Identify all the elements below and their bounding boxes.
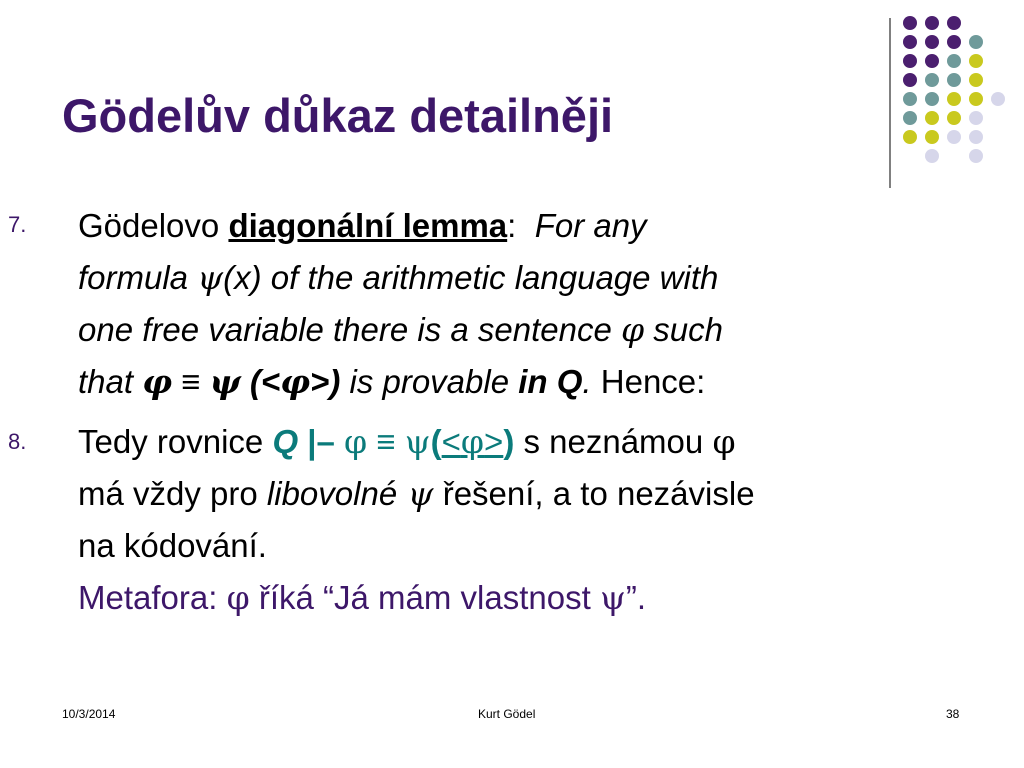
footer-title: Kurt Gödel xyxy=(478,707,536,721)
diagonal-lemma-term: diagonální lemma xyxy=(228,207,508,244)
text-span: říká “Já mám vlastnost xyxy=(249,579,600,616)
decorative-dot xyxy=(969,54,983,68)
item-7-line-1 xyxy=(78,206,647,246)
item-8-line-4-metaphor xyxy=(78,578,646,618)
text-span: Hence: xyxy=(591,363,706,400)
psi-symbol: ψ xyxy=(599,578,626,617)
text-span: na kódování. xyxy=(78,527,267,564)
decorative-dot xyxy=(969,149,983,163)
decorative-dot xyxy=(903,111,917,125)
turnstile-symbol: |– xyxy=(298,423,345,460)
slide-title: Gödelův důkaz detailněji xyxy=(62,89,614,142)
decorative-dot xyxy=(947,16,961,30)
phi-symbol: φ xyxy=(621,310,645,349)
decorative-dot xyxy=(925,16,939,30)
text-span: ”. xyxy=(625,579,647,616)
text-span: ) xyxy=(503,423,515,460)
text-span: in Q xyxy=(518,363,583,400)
code-close: > xyxy=(484,423,504,460)
footer-date: 10/3/2014 xyxy=(62,707,116,721)
item-8-line-2 xyxy=(78,474,755,514)
text-span: má vždy pro xyxy=(78,475,267,512)
decorative-dot xyxy=(903,92,917,106)
text-span: libovolné xyxy=(266,475,398,512)
psi-symbol: ψ xyxy=(197,258,224,297)
decorative-dot xyxy=(969,73,983,87)
text-span: (< xyxy=(240,363,281,400)
text-span: formula xyxy=(78,259,198,296)
text-span: (x) of the arithmetic language with xyxy=(223,259,719,296)
footer-page-number: 38 xyxy=(946,707,960,721)
decorative-dot xyxy=(903,73,917,87)
phi-symbol: φ xyxy=(142,362,173,401)
text-span: Gödelovo xyxy=(78,207,229,244)
decorative-dot xyxy=(969,130,983,144)
list-number: 7. xyxy=(8,212,27,237)
equiv-symbol: ≡ xyxy=(367,423,405,460)
decorative-dot xyxy=(969,92,983,106)
decorative-dot xyxy=(925,35,939,49)
text-span: . xyxy=(582,363,592,400)
decorative-dot xyxy=(903,16,917,30)
text-span: is provable xyxy=(340,363,519,400)
decorative-dot xyxy=(925,149,939,163)
text-span: řešení, a to nezávisle xyxy=(433,475,755,512)
decorative-dot xyxy=(903,130,917,144)
decorative-dot xyxy=(969,35,983,49)
phi-symbol: φ xyxy=(712,422,736,461)
item-7-line-3 xyxy=(78,310,723,350)
item-8-line-1 xyxy=(78,422,736,462)
item-7-line-2 xyxy=(78,258,718,298)
decorative-dot xyxy=(947,35,961,49)
text-span: s neznámou xyxy=(514,423,713,460)
decorative-dot xyxy=(947,111,961,125)
decorative-dot xyxy=(947,130,961,144)
text-span: >) xyxy=(310,363,341,400)
decorative-dot xyxy=(903,54,917,68)
decorative-dot xyxy=(969,111,983,125)
psi-symbol: ψ xyxy=(209,362,241,401)
vertical-divider xyxy=(889,18,891,188)
phi-symbol: φ xyxy=(280,362,311,401)
q-symbol: Q xyxy=(272,423,299,460)
phi-symbol: φ xyxy=(460,422,485,461)
psi-symbol: ψ xyxy=(397,474,434,513)
decorative-dot xyxy=(947,92,961,106)
item-7-line-4 xyxy=(78,362,705,402)
text-span: : xyxy=(507,207,517,244)
equiv-symbol: ≡ xyxy=(172,363,210,400)
text-span: Tedy rovnice xyxy=(78,423,273,460)
decorative-dot xyxy=(947,73,961,87)
list-number: 8. xyxy=(8,429,27,454)
decorative-dot xyxy=(925,92,939,106)
decorative-dot xyxy=(991,92,1005,106)
text-span: such xyxy=(644,311,723,348)
decorative-dot xyxy=(925,54,939,68)
text-span: ( xyxy=(430,423,442,460)
text-span: Metafora: xyxy=(78,579,227,616)
decorative-dot xyxy=(947,54,961,68)
decorative-dot xyxy=(925,111,939,125)
decorative-dot xyxy=(925,73,939,87)
phi-symbol: φ xyxy=(226,578,250,617)
text-span: that xyxy=(78,363,143,400)
item-8-line-3 xyxy=(78,526,267,566)
phi-symbol: φ xyxy=(344,422,368,461)
text-span: one free variable there is a sentence xyxy=(78,311,622,348)
code-open: < xyxy=(441,423,461,460)
decorative-dot xyxy=(903,35,917,49)
psi-symbol: ψ xyxy=(404,422,431,461)
decorative-dot xyxy=(925,130,939,144)
text-span: For any xyxy=(534,207,647,244)
